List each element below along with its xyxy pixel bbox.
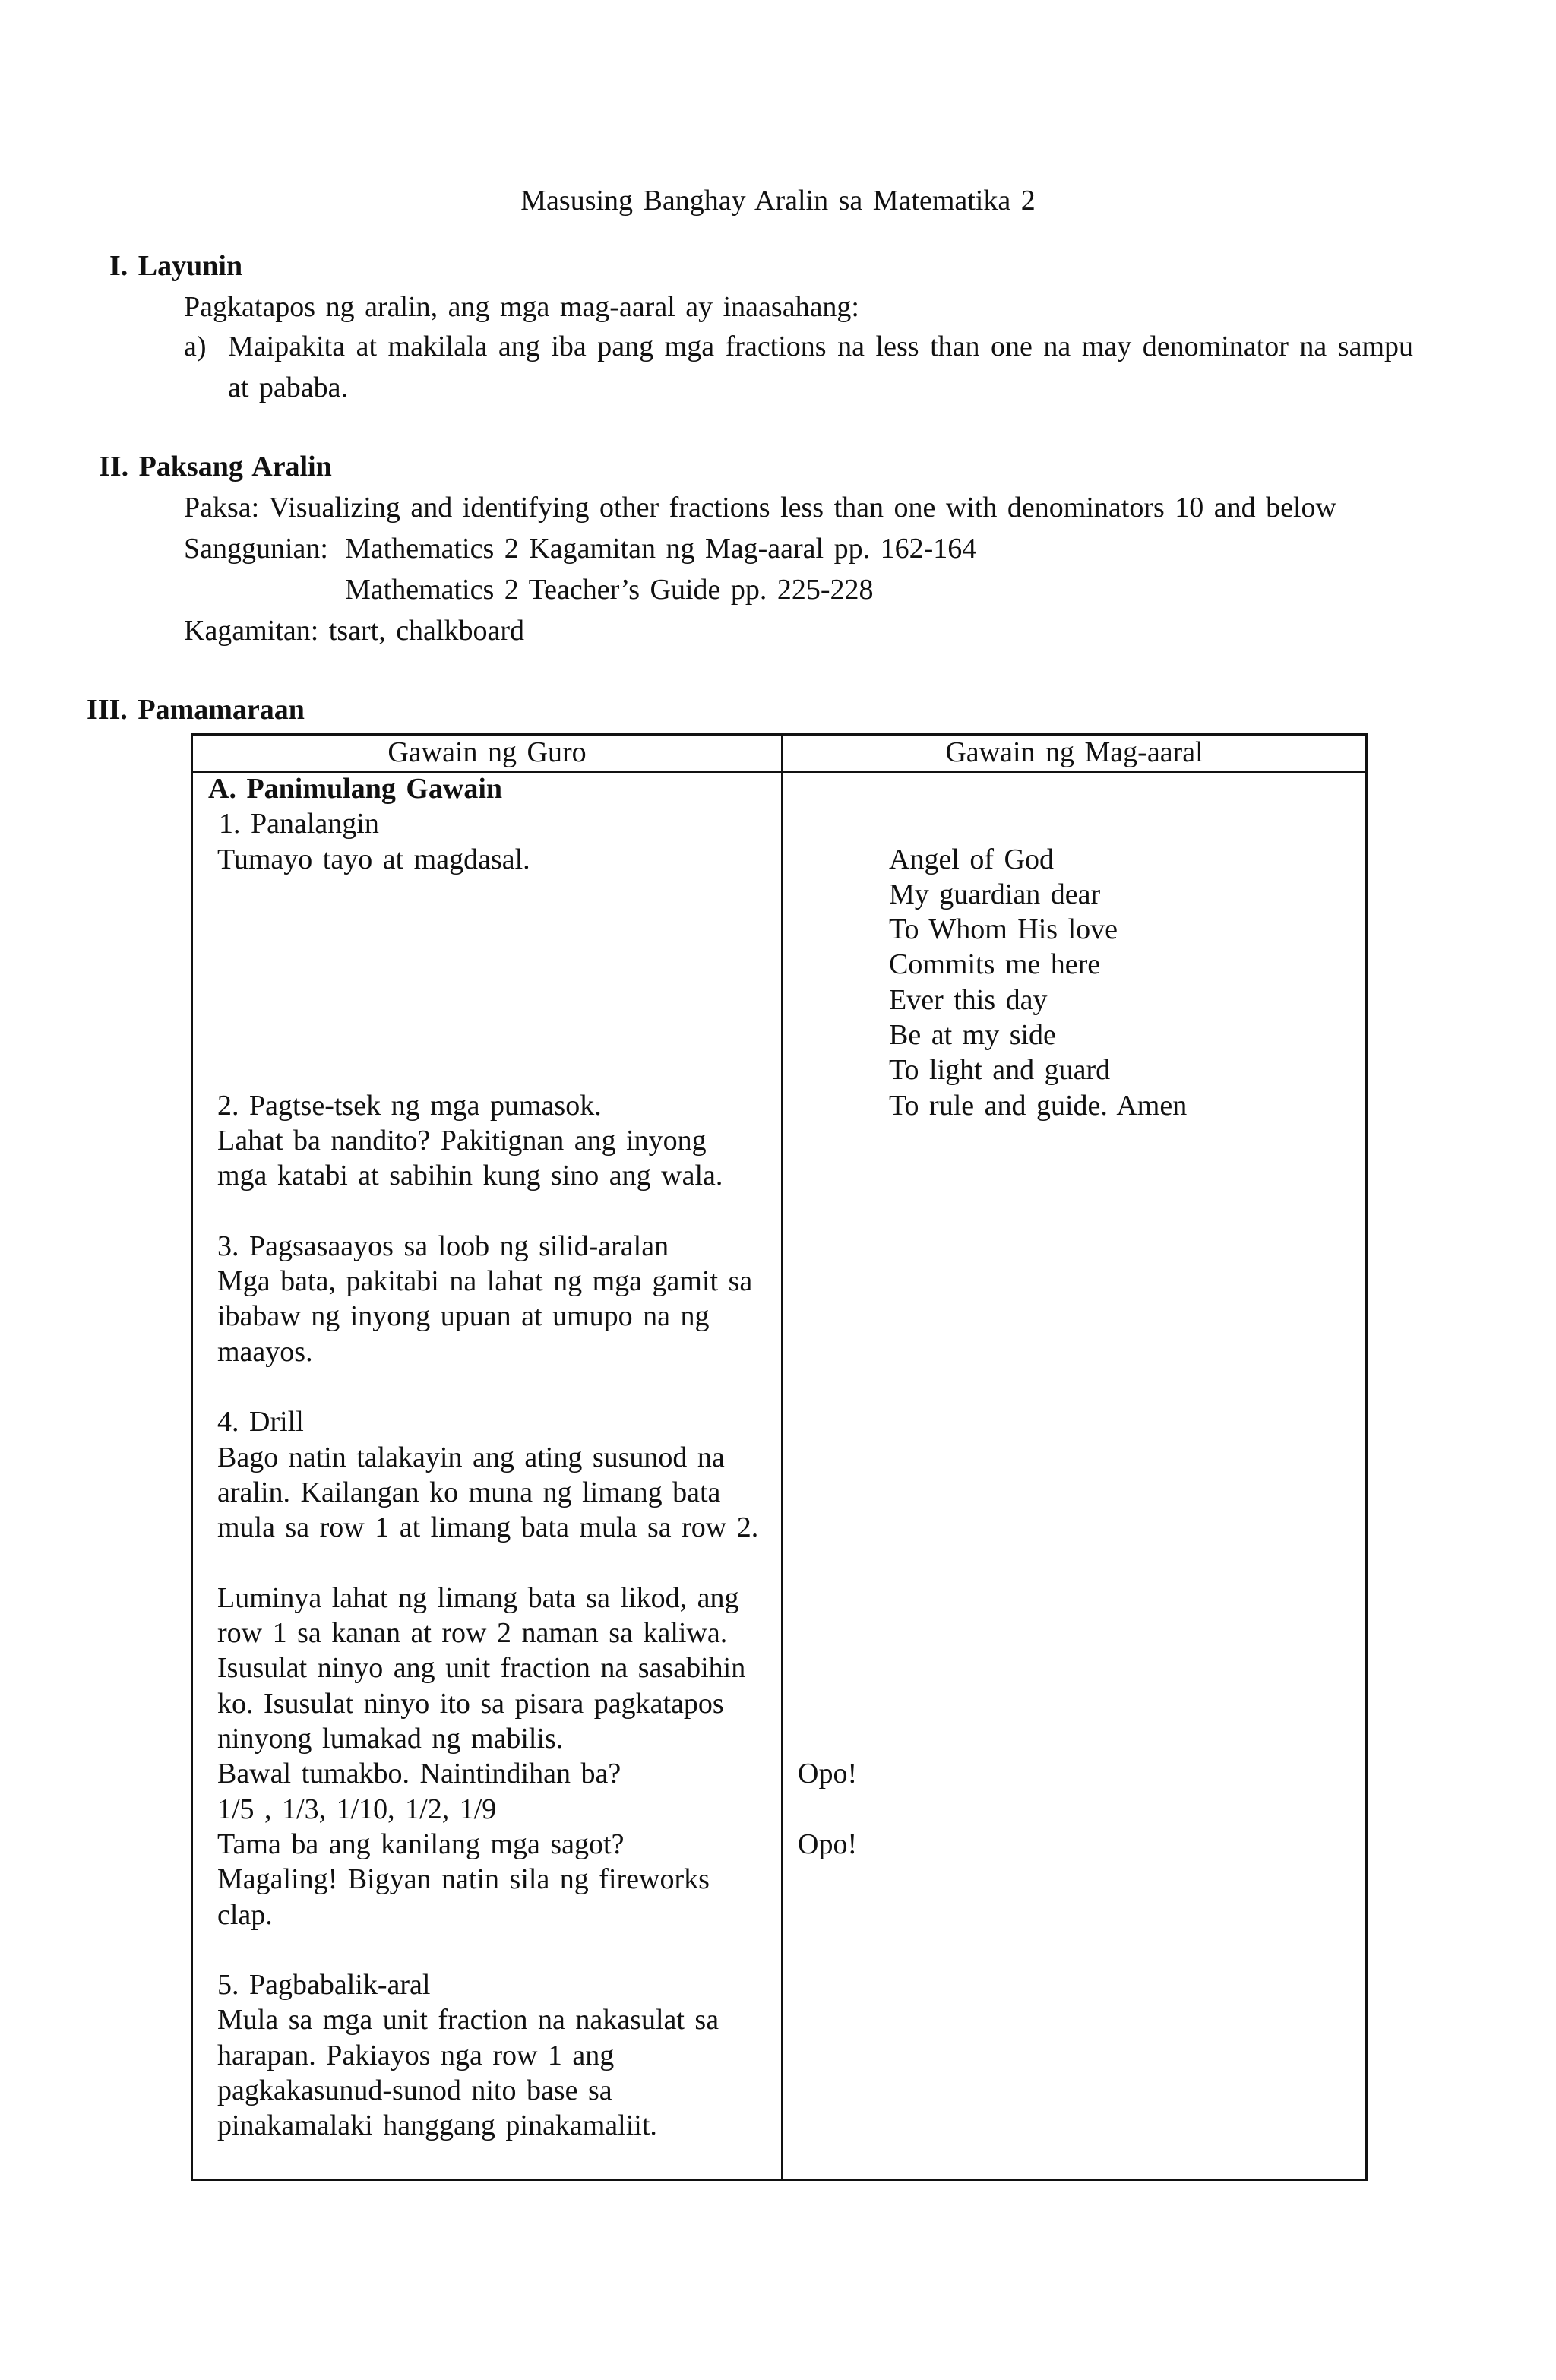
prayer-line: Be at my side xyxy=(889,1019,1056,1052)
document-title: Masusing Banghay Aralin sa Matematika 2 xyxy=(520,185,1036,217)
step-line: pinakamalaki hanggang pinakamaliit. xyxy=(217,2109,657,2142)
sanggunian-reference: Mathematics 2 Teacher’s Guide pp. 225-228 xyxy=(345,574,874,606)
heading-paksang-aralin: II. Paksang Aralin xyxy=(99,451,332,483)
step-line: Mula sa mga unit fraction na nakasulat sa xyxy=(217,2004,719,2037)
step-line: ninyong lumakad ng mabilis. xyxy=(217,1723,564,1755)
paksa-line: Paksa: Visualizing and identifying other fractions less than one with denominators 10 and below xyxy=(184,492,1337,524)
step-line: row 1 sa kanan at row 2 naman sa kaliwa. xyxy=(217,1617,728,1650)
student-response: Opo! xyxy=(798,1758,858,1790)
heading-pamamaraan: III. Pamamaraan xyxy=(87,694,305,726)
step-line: clap. xyxy=(217,1898,273,1931)
table-cell-guro xyxy=(208,771,770,2144)
heading-layunin: I. Layunin xyxy=(109,250,243,282)
prayer-line: Commits me here xyxy=(889,948,1101,981)
objectives-intro: Pagkatapos ng aralin, ang mga mag-aaral ay inaasahang: xyxy=(184,291,859,323)
step-line: Bago natin talakayin ang ating susunod na xyxy=(217,1441,725,1473)
step-line: pagkakasunud-sunod nito base sa xyxy=(217,2075,612,2106)
prayer-line: Angel of God xyxy=(889,843,1054,875)
table-header-mag-aaral: Gawain ng Mag-aaral xyxy=(945,736,1203,768)
objective-line: at pababa. xyxy=(228,372,349,404)
prayer-line: To Whom His love xyxy=(889,913,1118,946)
table-column-divider xyxy=(781,733,783,2181)
prayer-line: To rule and guide. Amen xyxy=(889,1089,1188,1122)
step-line: Tumayo tayo at magdasal. xyxy=(217,843,530,875)
step-panalangin xyxy=(208,806,770,877)
step-line: 1/5 , 1/3, 1/10, 1/2, 1/9 xyxy=(217,1793,497,1825)
sanggunian-label: Sanggunian: xyxy=(184,533,328,565)
step-title: 5. Pagbabalik-aral xyxy=(217,1969,431,2002)
step-line: harapan. Pakiayos nga row 1 ang xyxy=(217,2039,615,2071)
step-line: ibabaw ng inyong upuan at umupo na ng xyxy=(217,1300,710,1333)
step-line: Isusulat ninyo ang unit fraction na sasabihin xyxy=(217,1652,746,1685)
prayer-line: To light and guard xyxy=(889,1054,1111,1087)
step-title: 4. Drill xyxy=(217,1406,304,1438)
prayer-line: My guardian dear xyxy=(889,878,1101,910)
student-response: Opo! xyxy=(798,1828,858,1860)
kagamitan-line: Kagamitan: tsart, chalkboard xyxy=(184,615,525,647)
step-title: 2. Pagtse-tsek ng mga pumasok. xyxy=(217,1089,602,1122)
step-pagbabalik-aral xyxy=(208,1967,770,2143)
objective-marker: a) xyxy=(184,331,207,362)
prayer-text xyxy=(889,842,1187,1123)
step-line: Mga bata, pakitabi na lahat ng mga gamit sa xyxy=(217,1265,753,1298)
step-line: aralin. Kailangan ko muna ng limang bata xyxy=(217,1476,721,1508)
step-paragraph xyxy=(217,1581,770,1932)
step-line: Lahat ba nandito? Pakitignan ang inyong xyxy=(217,1124,707,1157)
prayer-line: Ever this day xyxy=(889,983,1048,1016)
step-title: 3. Pagsasaayos sa loob ng silid-aralan xyxy=(217,1230,669,1262)
step-line: Magaling! Bigyan natin sila ng fireworks xyxy=(217,1863,710,1896)
step-pagsasaayos xyxy=(208,1229,770,1369)
step-line: Tama ba ang kanilang mga sagot? xyxy=(217,1828,625,1860)
step-line: Bawal tumakbo. Naintindihan ba? xyxy=(217,1758,621,1790)
sanggunian-reference: Mathematics 2 Kagamitan ng Mag-aaral pp. 162-164 xyxy=(345,533,977,565)
step-line: mga katabi at sabihin kung sino ang wala. xyxy=(217,1160,723,1192)
part-title: A. Panimulang Gawain xyxy=(208,773,503,805)
objective-line: Maipakita at makilala ang iba pang mga fractions na less than one na may denominator na sampu xyxy=(228,331,1413,362)
step-title: 1. Panalangin xyxy=(219,808,379,840)
step-line: Luminya lahat ng limang bata sa likod, ang xyxy=(217,1581,739,1614)
step-line: ko. Isusulat ninyo ito sa pisara pagkatapos xyxy=(217,1687,724,1720)
step-drill xyxy=(208,1404,770,1932)
table-header-guro: Gawain ng Guro xyxy=(387,736,587,768)
step-line: maayos. xyxy=(217,1335,313,1368)
step-pagtse-tsek xyxy=(208,1088,770,1194)
step-line: mula sa row 1 at limang bata mula sa row 2. xyxy=(217,1511,759,1544)
